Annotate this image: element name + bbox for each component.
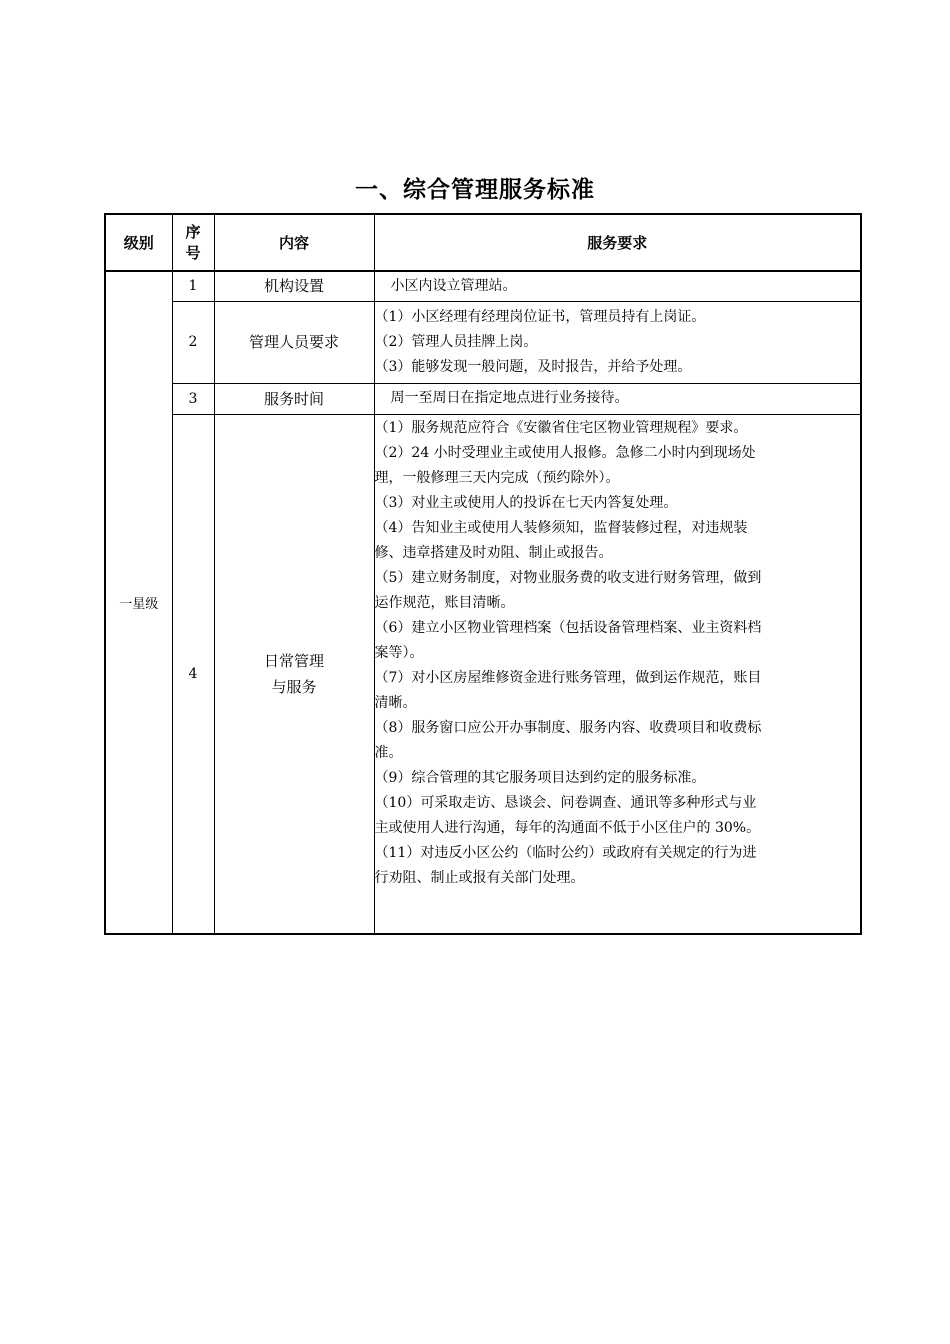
requirements-cell [374, 271, 861, 301]
requirement-line: 主或使用人进行沟通，每年的沟通面不低于小区住户的 30%。 [374, 819, 761, 836]
requirement-line: 小区内设立管理站。 [390, 277, 517, 294]
requirement-line: 修、违章搭建及时劝阻、制止或报告。 [374, 544, 613, 561]
requirement-line: （8）服务窗口应公开办事制度、服务内容、收费项目和收费标 [374, 719, 762, 736]
seq-cell: 4 [172, 414, 214, 934]
requirement-line: （5）建立财务制度，对物业服务费的收支进行财务管理，做到 [374, 569, 762, 586]
header-content: 内容 [214, 214, 374, 271]
requirements-cell [374, 414, 861, 934]
requirement-item [375, 716, 861, 766]
requirement-line: （6）建立小区物业管理档案（包括设备管理档案、业主资料档 [374, 619, 762, 636]
level-cell: 一星级 [105, 271, 172, 934]
requirement-line: （2）24 小时受理业主或使用人报修。急修二小时内到现场处 [374, 444, 756, 461]
seq-cell: 3 [172, 383, 214, 414]
page-title: 一、综合管理服务标准 [355, 177, 595, 203]
requirement-item [375, 566, 861, 616]
content-line: 与服务 [271, 677, 317, 696]
requirement-line: 理，一般修理三天内完成（预约除外）。 [374, 469, 620, 486]
requirement-item [375, 491, 861, 516]
requirement-line: 案等）。 [374, 644, 424, 661]
header-seq-line1: 序 [185, 222, 201, 241]
content-cell: 管理人员要求 [214, 301, 374, 383]
requirement-line: （4）告知业主或使用人装修须知，监督装修过程，对违规装 [374, 519, 748, 536]
content-line: 日常管理 [263, 651, 324, 670]
table-row [105, 271, 861, 301]
requirement-line: （3）对业主或使用人的投诉在七天内答复处理。 [374, 494, 678, 511]
requirement-item [375, 416, 861, 441]
seq-cell: 2 [172, 301, 214, 383]
header-level: 级别 [105, 214, 172, 271]
requirement-line: （2）管理人员挂牌上岗。 [374, 333, 538, 350]
table-row [105, 301, 861, 383]
requirement-item [375, 766, 861, 791]
table-header-row [105, 214, 861, 271]
requirement-item [375, 616, 861, 666]
requirement-item [375, 791, 861, 841]
header-seq-line2: 号 [185, 243, 201, 262]
content-cell: 服务时间 [214, 383, 374, 414]
header-seq [172, 214, 214, 271]
requirement-line: （10）可采取走访、恳谈会、问卷调查、通讯等多种形式与业 [374, 794, 757, 811]
requirement-line: （7）对小区房屋维修资金进行账务管理，做到运作规范，账目 [374, 669, 762, 686]
requirements-cell [374, 301, 861, 383]
table-row [105, 414, 861, 934]
requirement-line: （9）综合管理的其它服务项目达到约定的服务标准。 [374, 769, 706, 786]
requirements-cell [374, 383, 861, 414]
requirement-line: 清晰。 [374, 694, 417, 711]
requirement-line: （1）小区经理有经理岗位证书，管理员持有上岗证。 [374, 308, 706, 325]
table-row [105, 383, 861, 414]
requirement-line: 运作规范，账目清晰。 [374, 594, 515, 611]
requirement-line: （1）服务规范应符合《安徽省住宅区物业管理规程》要求。 [374, 419, 748, 436]
requirement-line: （11）对违反小区公约（临时公约）或政府有关规定的行为进 [374, 844, 757, 861]
requirement-line: （3）能够发现一般问题，及时报告，并给予处理。 [374, 358, 692, 375]
requirement-line: 准。 [374, 744, 403, 761]
requirement-item [375, 841, 861, 891]
service-standard-table [104, 213, 862, 935]
seq-cell: 1 [172, 271, 214, 301]
requirement-line: 周一至周日在指定地点进行业务接待。 [390, 390, 629, 406]
requirement-item [375, 516, 861, 566]
content-cell: 机构设置 [214, 271, 374, 301]
content-cell [214, 414, 374, 934]
requirement-line: 行劝阻、制止或报有关部门处理。 [374, 869, 585, 886]
requirement-item [375, 666, 861, 716]
requirement-item [375, 441, 861, 491]
header-requirements: 服务要求 [374, 214, 861, 271]
